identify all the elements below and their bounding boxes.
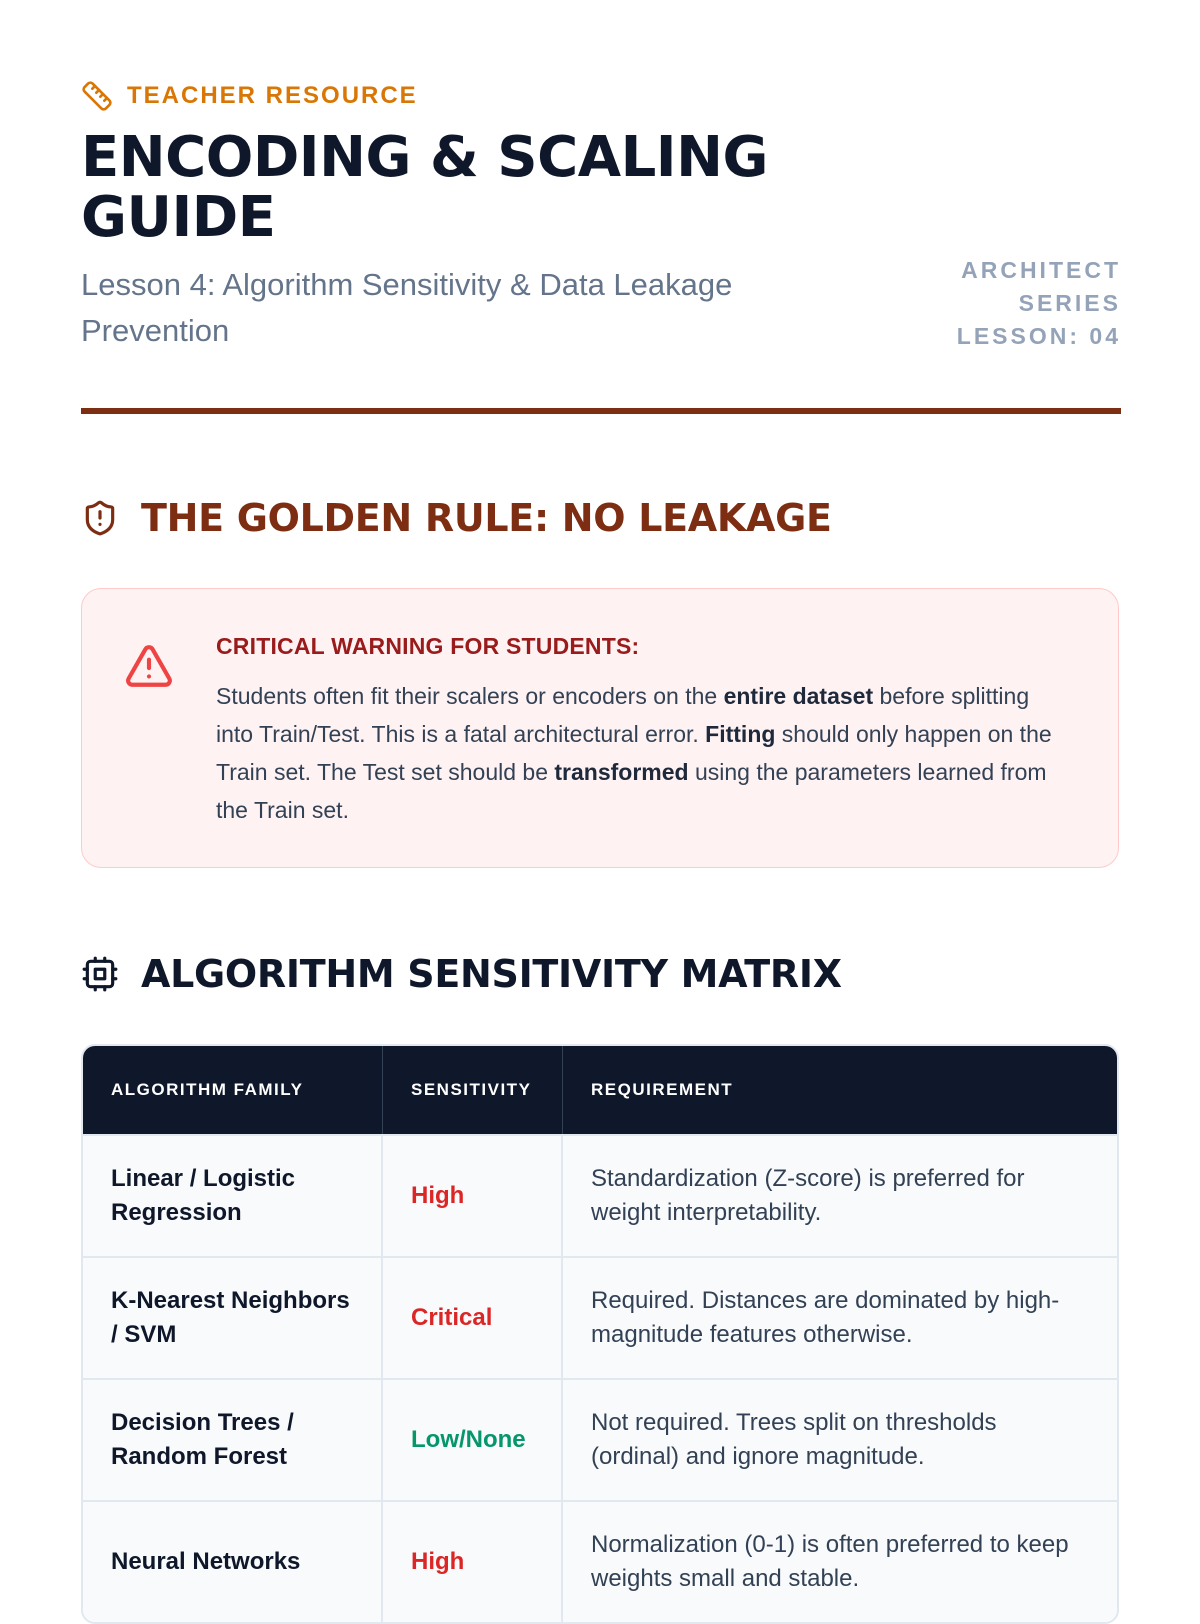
series-info — [921, 254, 1121, 353]
column-header-family: ALGORITHM FAMILY — [83, 1046, 383, 1134]
section-title: THE GOLDEN RULE: NO LEAKAGE — [141, 496, 832, 540]
warning-text: before splitting into Train/Test. This is a fatal architectural error. — [216, 683, 1030, 747]
section-golden-rule — [81, 496, 832, 540]
requirement: Standardization (Z-score) is preferred for weight interpretability. — [563, 1134, 1117, 1256]
sensitivity-level: High — [383, 1134, 563, 1256]
warning-callout — [81, 588, 1119, 868]
warning-text: Students often fit their scalers or encoders on the — [216, 683, 724, 709]
table-row — [83, 1500, 1117, 1622]
algorithm-family: Neural Networks — [83, 1500, 383, 1622]
table-row — [83, 1134, 1117, 1256]
sensitivity-level: Low/None — [383, 1378, 563, 1500]
cpu-chip-icon — [81, 955, 119, 993]
section-title: ALGORITHM SENSITIVITY MATRIX — [141, 952, 842, 996]
warning-emphasis: transformed — [554, 759, 689, 785]
column-header-sensitivity: SENSITIVITY — [383, 1046, 563, 1134]
eyebrow-label: TEACHER RESOURCE — [127, 82, 418, 109]
sensitivity-level: Critical — [383, 1256, 563, 1378]
algorithm-family: Decision Trees / Random Forest — [83, 1378, 383, 1500]
series-name: ARCHITECT SERIES — [961, 257, 1121, 316]
column-header-requirement: REQUIREMENT — [563, 1046, 1117, 1134]
shield-alert-icon — [81, 499, 119, 537]
lesson-number: LESSON: 04 — [956, 323, 1121, 349]
warning-body — [216, 677, 1066, 829]
warning-emphasis: Fitting — [705, 721, 776, 747]
warning-text: using the parameters learned from the Train set. — [216, 759, 1047, 823]
table-header-row — [83, 1046, 1117, 1134]
requirement: Not required. Trees split on thresholds (ordinal) and ignore magnitude. — [563, 1378, 1117, 1500]
warning-emphasis: entire dataset — [723, 683, 874, 709]
sensitivity-level: High — [383, 1500, 563, 1622]
algorithm-family: Linear / Logistic Regression — [83, 1134, 383, 1256]
ruler-icon — [81, 80, 113, 112]
eyebrow — [81, 80, 418, 112]
table-row — [83, 1256, 1117, 1378]
header-divider — [81, 408, 1121, 414]
algorithm-family: K-Nearest Neighbors / SVM — [83, 1256, 383, 1378]
warning-text: should only happen on the Train set. The Test set should be — [216, 721, 1052, 785]
section-sensitivity-matrix — [81, 952, 842, 996]
table-row — [83, 1378, 1117, 1500]
sensitivity-table — [81, 1044, 1119, 1624]
requirement: Required. Distances are dominated by high-magnitude features otherwise. — [563, 1256, 1117, 1378]
warning-title: CRITICAL WARNING FOR STUDENTS: — [216, 633, 640, 659]
page-title: ENCODING & SCALING GUIDE — [81, 125, 768, 250]
page-subtitle: Lesson 4: Algorithm Sensitivity & Data Leakage Prevention — [81, 267, 733, 348]
requirement: Normalization (0-1) is often preferred to keep weights small and stable. — [563, 1500, 1117, 1622]
warning-triangle-icon — [124, 641, 174, 691]
